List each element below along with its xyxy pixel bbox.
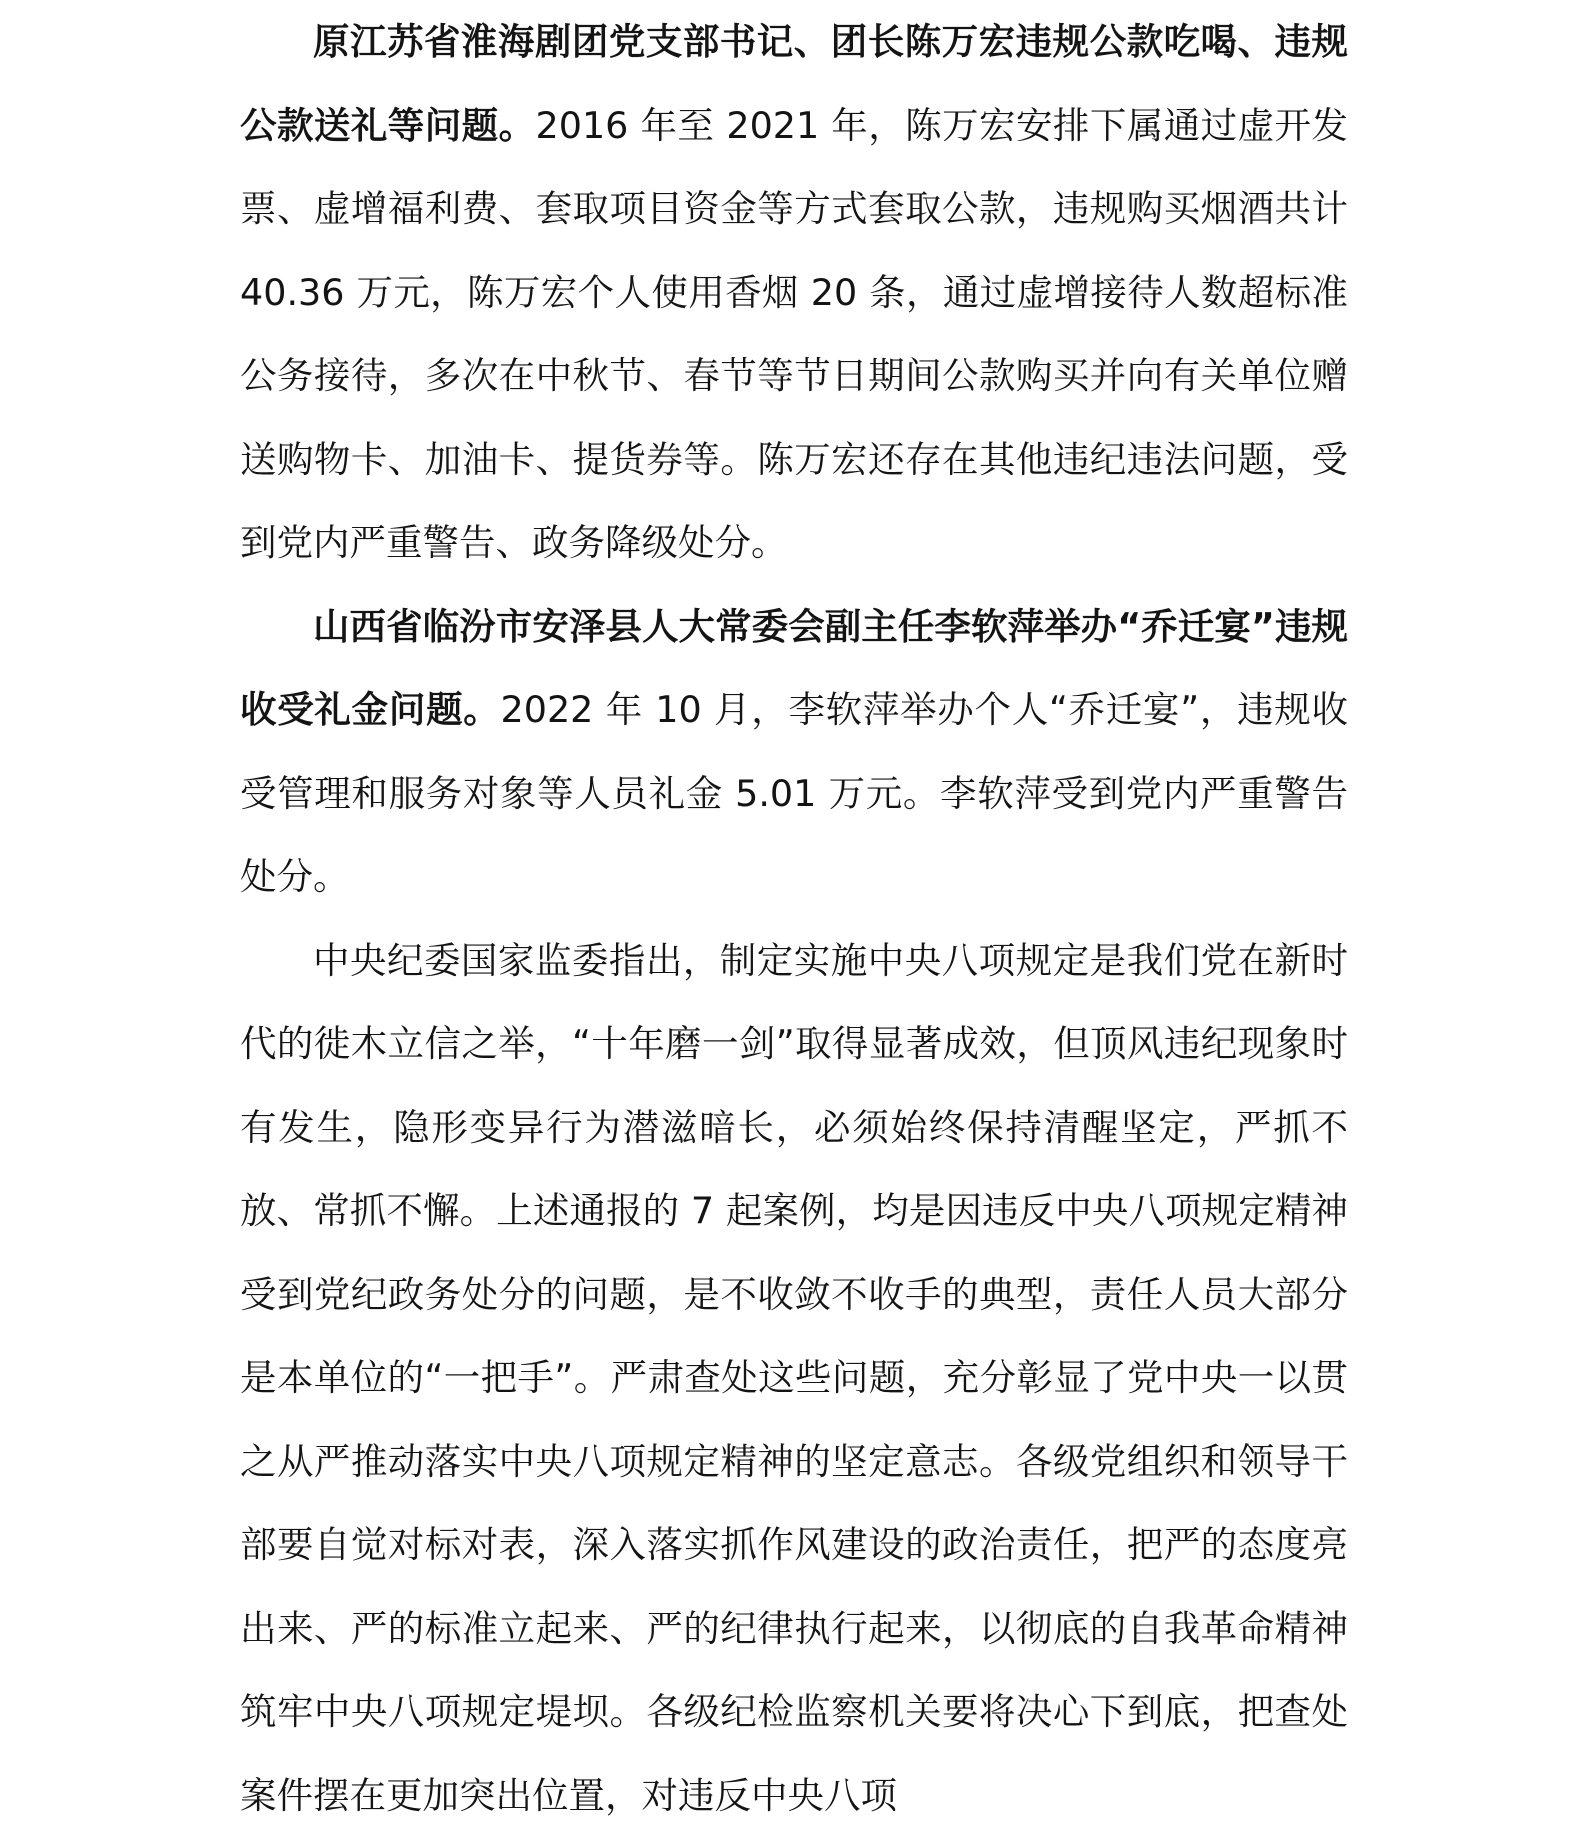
case-text-li-ruanping: 2022 年 10 月，李软萍举办个人“乔迁宴”，违规收受管理和服务对象等人员礼金 5.01 万元。李软萍受到党内严重警告处分。 (240, 688, 1348, 898)
case-paragraph-chen-wanhong (240, 0, 1348, 585)
case-heading-chen-wanhong: 原江苏省淮海剧团党支部书记、团长陈万宏违规公款吃喝、违规公款送礼等问题。 (240, 20, 1348, 147)
case-paragraph-li-ruanping (240, 585, 1348, 919)
case-text-chen-wanhong: 2016 年至 2021 年，陈万宏安排下属通过虚开发票、虚增福利费、套取项目资金等方式套取公款，违规购买烟酒共计 40.36 万元，陈万宏个人使用香烟 20 条，通过虚增接待人数超标准公务接待，多次在中秋节、春节等节日期间公款购买并向有关单位赠送购物卡、加油卡、提货券等。陈万宏还存在其他违纪违法问题，受到党内严重警告、政务降级处分。 (240, 104, 1348, 565)
case-heading-li-ruanping: 山西省临汾市安泽县人大常委会副主任李软萍举办“乔迁宴”违规收受礼金问题。 (240, 605, 1348, 732)
article-body (240, 0, 1348, 1837)
commentary-paragraph (240, 919, 1348, 1837)
commentary-text: 中央纪委国家监委指出，制定实施中央八项规定是我们党在新时代的徙木立信之举，“十年磨一剑”取得显著成效，但顶风违纪现象时有发生，隐形变异行为潜滋暗长，必须始终保持清醒坚定，严抓不放、常抓不懈。上述通报的 7 起案例，均是因违反中央八项规定精神受到党纪政务处分的问题，是不收敛不收手的典型，责任人员大部分是本单位的“一把手”。严肃查处这些问题，充分彰显了党中央一以贯之从严推动落实中央八项规定精神的坚定意志。各级党组织和领导干部要自觉对标对表，深入落实抓作风建设的政治责任，把严的态度亮出来、严的标准立起来、严的纪律执行起来，以彻底的自我革命精神筑牢中央八项规定堤坝。各级纪检监察机关要将决心下到底，把查处案件摆在更加突出位置，对违反中央八项 (240, 939, 1348, 1817)
